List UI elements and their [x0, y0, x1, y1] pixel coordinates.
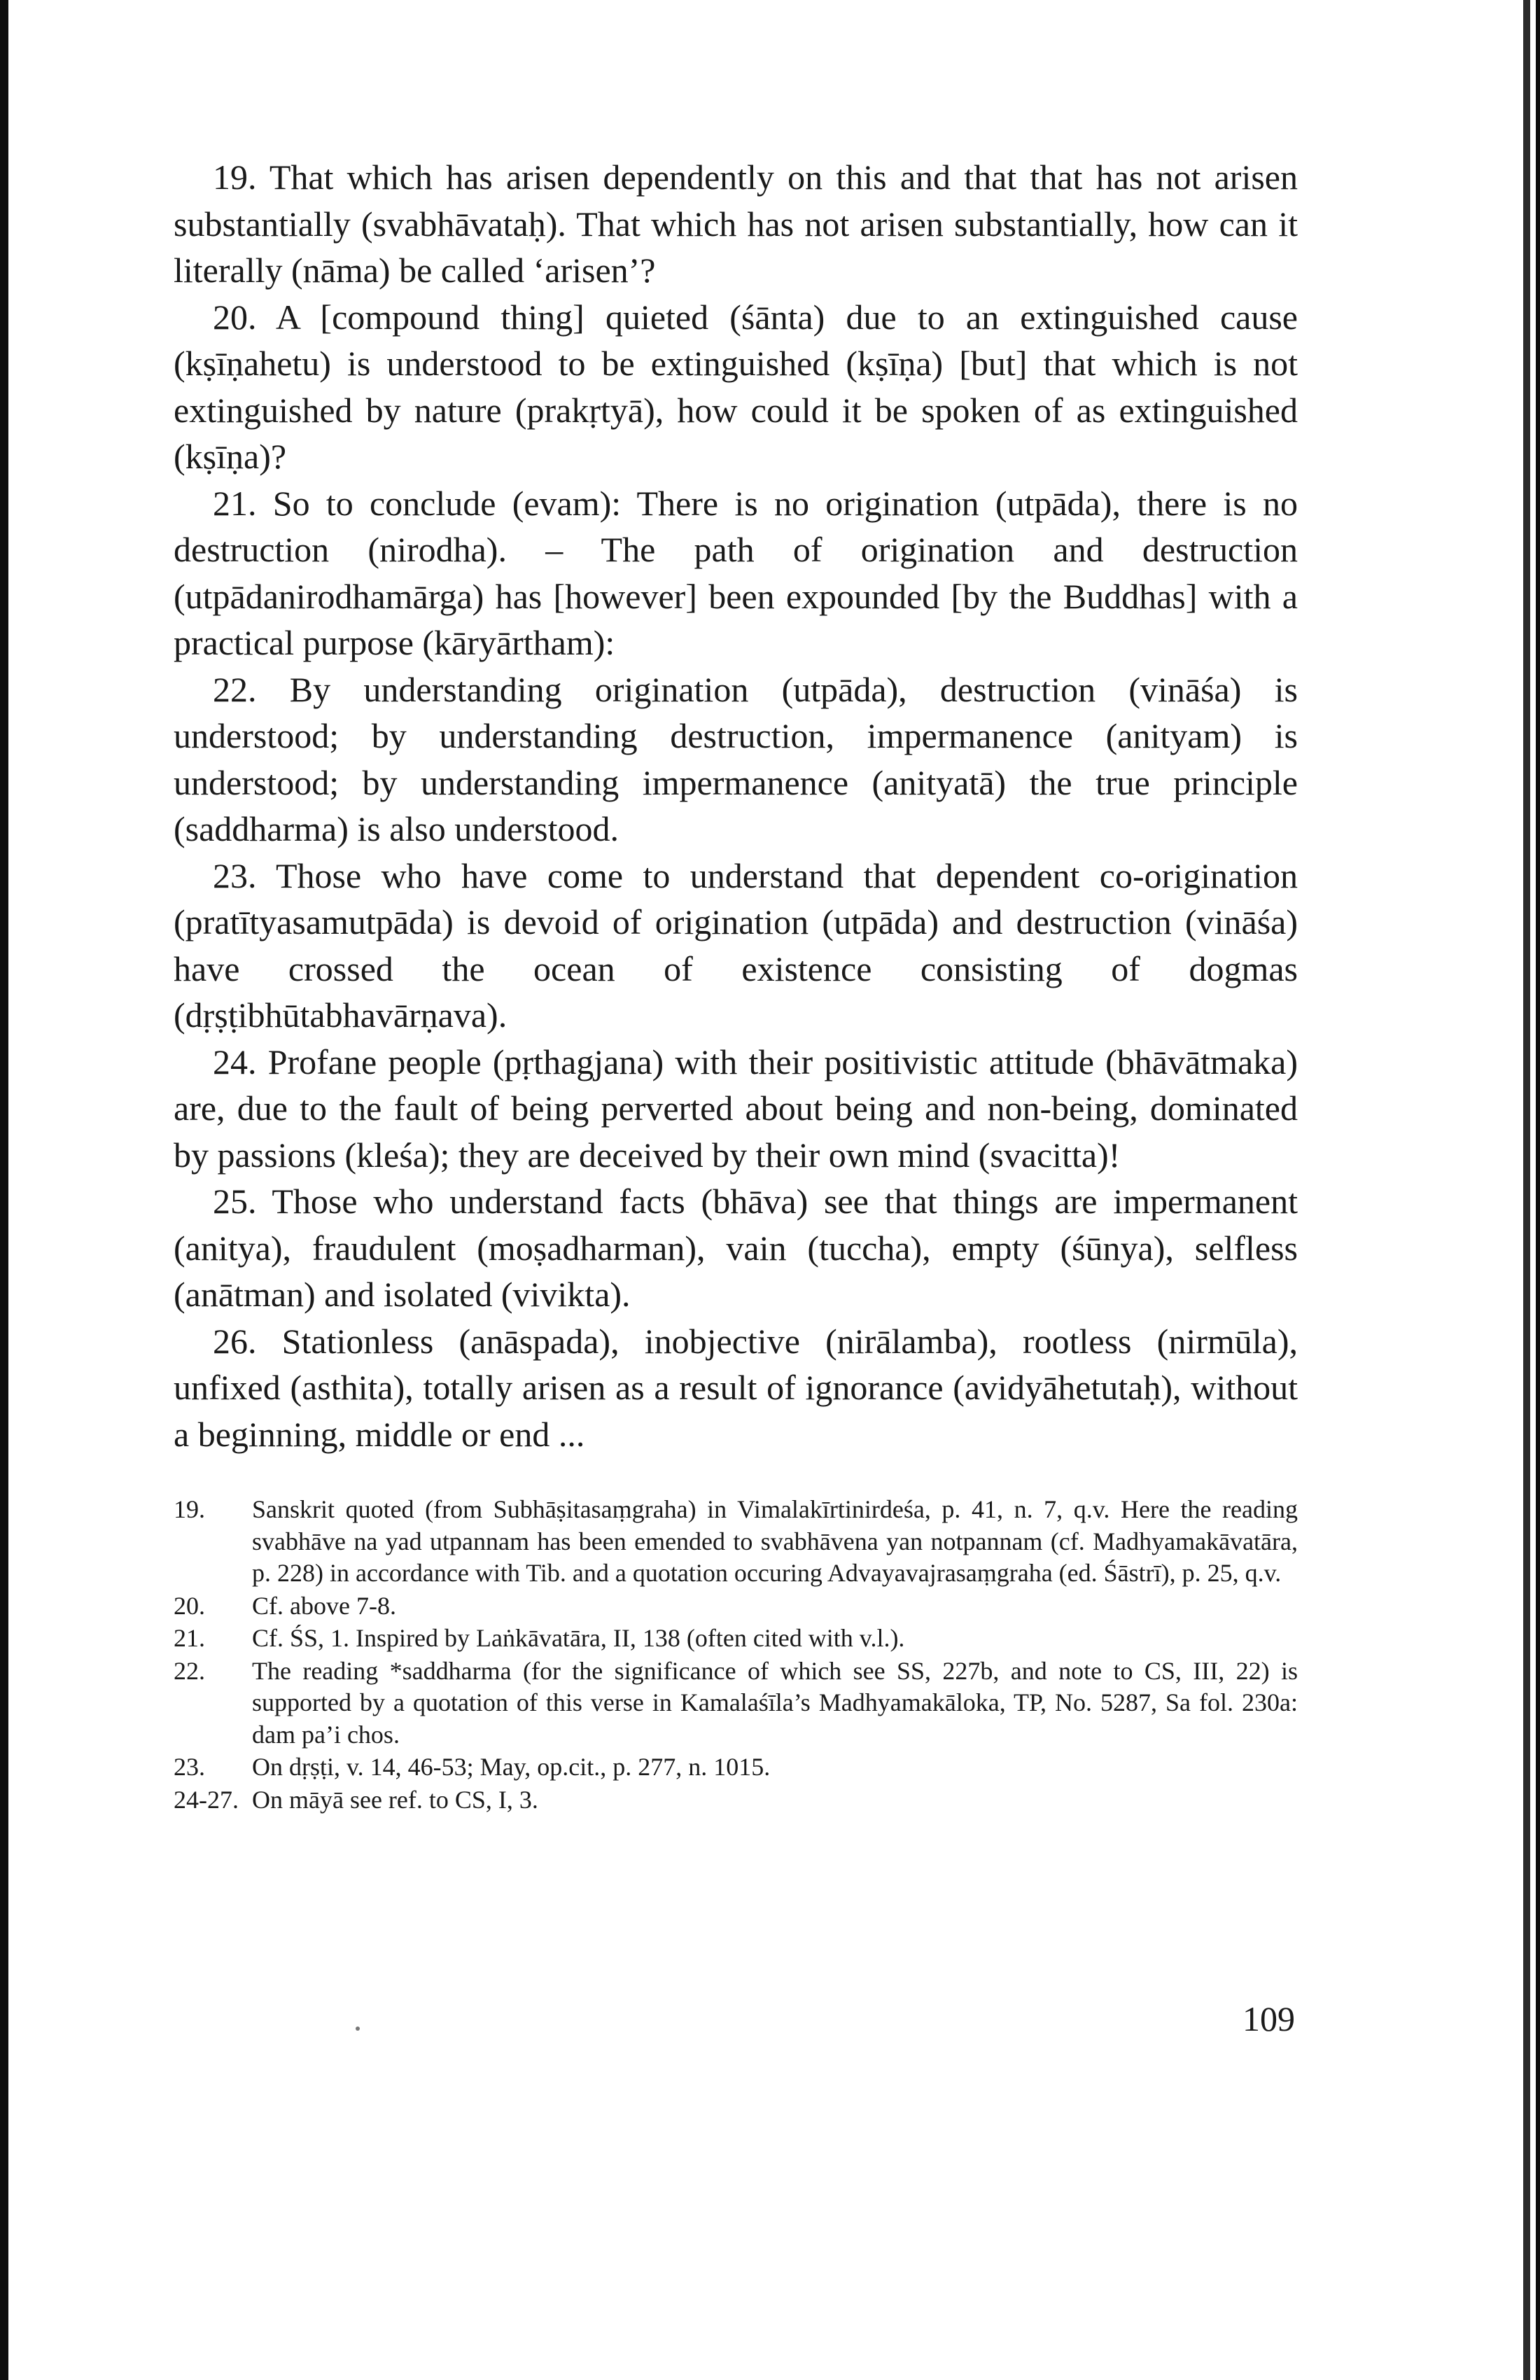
scan-edge-right — [1523, 0, 1530, 2380]
verse-20: 20. A [compound thing] quieted (śānta) due to an extinguished cause (kṣīṇahetu) is understood to be extinguished (kṣīṇa) [but] that which is not extinguished by nature (prakṛtyā), how could it be spoken of as extinguished (kṣīṇa)? — [174, 297, 1298, 476]
verse-26: 26. Stationless (anāspada), inobjective (nirālamba), rootless (nirmūla), unfixed (asthita), totally arisen as a result of ignorance (avidyāhetutaḥ), without a beginning, middle or end ... — [174, 1321, 1298, 1454]
footnote — [174, 1590, 1298, 1623]
footnotes — [174, 1494, 1298, 1816]
verse-23: 23. Those who have come to understand that dependent co-origination (pratītyasamutpāda) is devoid of origination (utpāda) and destruction (vināśa) have crossed the ocean of existence consisting of dogmas (dṛṣṭibhūtabhavārṇava). — [174, 855, 1298, 1035]
footnote-number: 19. — [174, 1495, 205, 1523]
scan-edge-left — [0, 0, 8, 2380]
footnote-number: 20. — [174, 1591, 205, 1620]
verse-25: 25. Those who understand facts (bhāva) see that things are impermanent (anitya), fraudulent (moṣadharman), vain (tuccha), empty (śūnya), selfless (anātman) and isolated (vivikta). — [174, 1182, 1298, 1314]
footnote-number: 24-27. — [174, 1785, 239, 1814]
scan-edge-right-outer — [1536, 0, 1540, 2380]
footnote-text: Cf. ŚS, 1. Inspired by Laṅkāvatāra, II, 138 (often cited with v.l.). — [252, 1624, 905, 1652]
page-body — [174, 154, 1298, 1816]
footnote-text: Cf. above 7-8. — [252, 1591, 396, 1620]
verse-19: 19. That which has arisen dependently on this and that that has not arisen substantially (svabhāvataḥ). That which has not arisen substantially, how can it literally (nāma) be called ‘arisen’? — [174, 158, 1298, 290]
verse-21: 21. So to conclude (evam): There is no origination (utpāda), there is no destruction (nirodha). – The path of origination and destruction (utpādanirodhamārga) has [however] been expounded [by the Buddhas] with a practical purpose (kāryārtham): — [174, 483, 1298, 662]
footnote-number: 23. — [174, 1753, 205, 1781]
footnote-text: The reading *saddharma (for the significance of which see SS, 227b, and note to CS, III, 22) is supported by a quotation of this verse in Kamalaśīla’s Madhyamakāloka, TP, No. 5287, Sa fol. 230a: dam pa’i chos. — [252, 1656, 1298, 1749]
footnote-text: On māyā see ref. to CS, I, 3. — [252, 1785, 538, 1814]
verse-24: 24. Profane people (pṛthagjana) with their positivistic attitude (bhāvātmaka) are, due to the fault of being perverted about being and non-being, dominated by passions (kleśa); they are deceived by their own mind (svacitta)! — [174, 1042, 1298, 1175]
footnote-number: 22. — [174, 1656, 205, 1685]
footnote — [174, 1494, 1298, 1590]
footnote — [174, 1623, 1298, 1655]
scan-speck — [356, 2026, 360, 2031]
footnote-text: Sanskrit quoted (from Subhāṣitasaṃgraha) in Vimalakīrtinirdeśa, p. 41, n. 7, q.v. Here the reading svabhāve na yad utpannam has been emended to svabhāvena yan notpannam (cf. Madhyamakāvatāra, p. 228) in accordance with Tib. and a quotation occuring Advayavajrasaṃgraha (ed. Śāstrī), p. 25, q.v. — [252, 1495, 1298, 1587]
verse-22: 22. By understanding origination (utpāda), destruction (vināśa) is understood; by understanding destruction, impermanence (anityam) is understood; by understanding impermanence (anityatā) the true principle (saddharma) is also understood. — [174, 669, 1298, 848]
page-number: 109 — [1242, 1999, 1295, 2038]
footnote — [174, 1656, 1298, 1751]
footnote — [174, 1784, 1298, 1816]
footnote-text: On dṛṣṭi, v. 14, 46-53; May, op.cit., p. 277, n. 1015. — [252, 1753, 771, 1781]
footnote-number: 21. — [174, 1624, 205, 1652]
footnote — [174, 1751, 1298, 1784]
